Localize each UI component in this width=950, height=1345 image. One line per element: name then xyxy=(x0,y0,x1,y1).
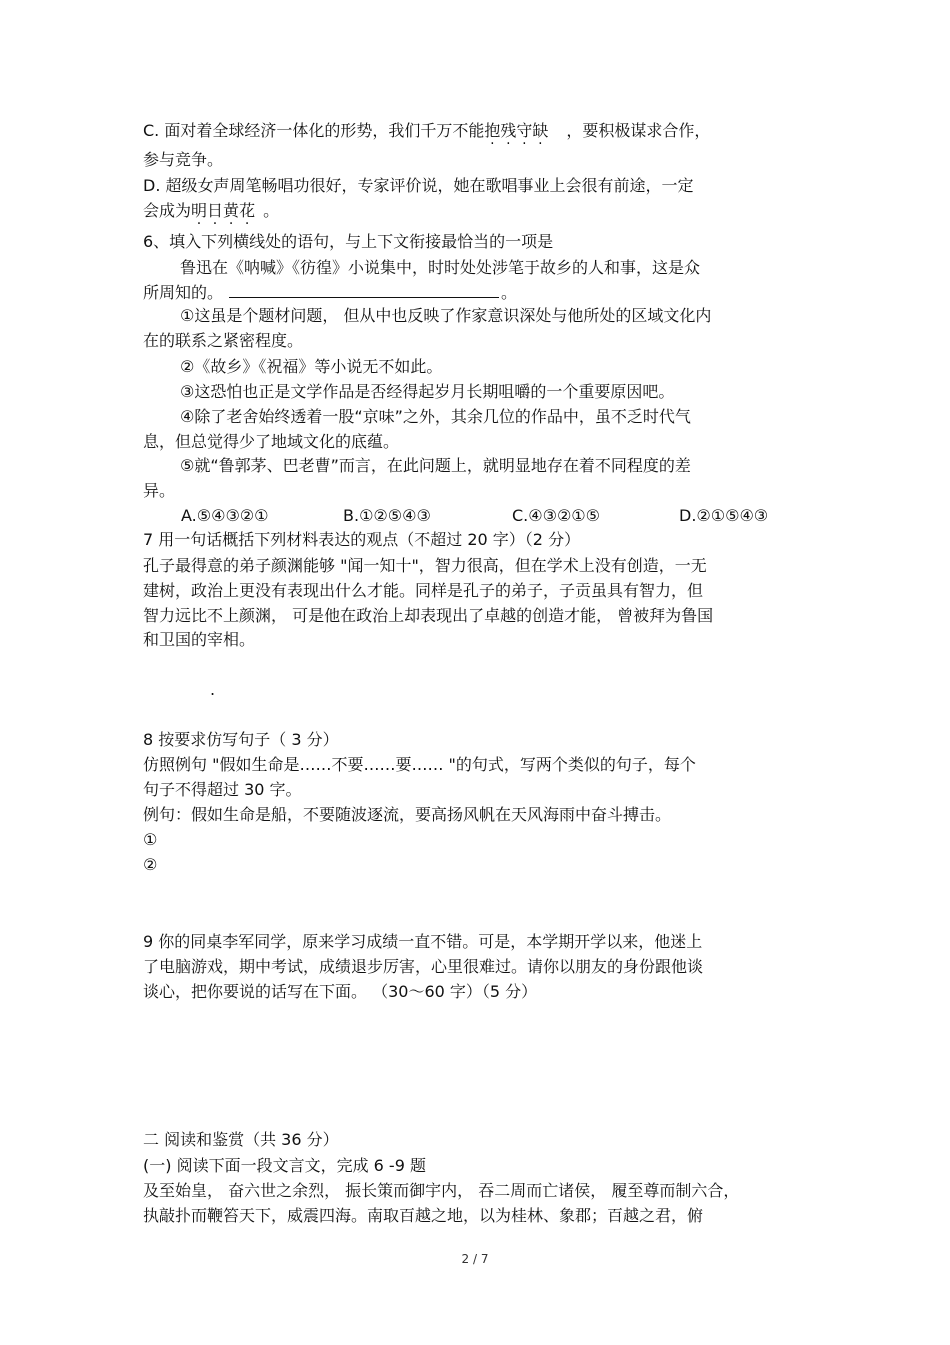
q8-line1: 仿照例句 "假如生命是……不要……要…… "的句式，写两个类似的句子，每个 xyxy=(143,755,696,774)
q7-line1: 孔子最得意的弟子颜渊能够 "闻一知十"，智力很高，但在学术上没有创造，一无 xyxy=(143,556,707,575)
q7-answer-mark: . xyxy=(210,680,216,699)
q9-line1: 9 你的同桌李军同学，原来学习成绩一直不错。可是，本学期开学以来，他迷上 xyxy=(143,932,703,951)
q6-option-c[interactable]: C.④③②①⑤ xyxy=(512,506,600,525)
section2-text-line1: 及至始皇， 奋六世之余烈， 振长策而御宇内， 吞二周而亡诸侯， 履至尊而制六合， xyxy=(143,1181,740,1200)
q7-title: 7 用一句话概括下列材料表达的观点（不超过 20 字）（2 分） xyxy=(143,530,581,549)
emphasis-char: 守 xyxy=(516,121,533,140)
q8-line2: 句子不得超过 30 字。 xyxy=(143,780,302,799)
q6-sentence-4b: 息，但总觉得少了地域文化的底蕴。 xyxy=(143,432,400,451)
option-c-line2: 参与竞争。 xyxy=(143,150,224,169)
emphasis-char: 日 xyxy=(207,201,224,220)
emphasis-char: 明 xyxy=(191,201,208,220)
q6-passage-line2: 所周知的。 。 xyxy=(143,283,518,302)
q7-line3: 智力远比不上颜渊， 可是他在政治上却表现出了卓越的创造才能， 曾被拜为鲁国 xyxy=(143,606,714,625)
emphasis-char: 缺 xyxy=(532,121,549,140)
q8-title: 8 按要求仿写句子（ 3 分） xyxy=(143,730,339,749)
q6-passage-line1: 鲁迅在《呐喊》《彷徨》小说集中，时时处处涉笔于故乡的人和事，这是众 xyxy=(180,258,701,277)
q6-option-b[interactable]: B.①②⑤④③ xyxy=(343,506,431,525)
q7-line4: 和卫国的宰相。 xyxy=(143,630,256,649)
q9-line3: 谈心，把你要说的话写在下面。 （30～60 字）（5 分） xyxy=(143,982,538,1001)
emphasis-char: 花 xyxy=(239,201,256,220)
q6-sentence-3: ③这恐怕也正是文学作品是否经得起岁月长期咀嚼的一个重要原因吧。 xyxy=(180,382,675,401)
q6-options xyxy=(0,506,950,526)
option-d-line2: 会成为明日黄花 。 xyxy=(143,201,280,220)
q8-answer-1[interactable]: ① xyxy=(143,830,158,849)
q7-line2: 建树，政治上更没有表现出什么才能。同样是孔子的弟子，子贡虽具有智力，但 xyxy=(143,581,704,600)
q6-option-d[interactable]: D.②①⑤④③ xyxy=(679,506,769,525)
q6-sentence-1b: 在的联系之紧密程度。 xyxy=(143,331,304,350)
q6-title: 6、填入下列横线处的语句，与上下文衔接最恰当的一项是 xyxy=(143,232,554,251)
q8-example: 例句：假如生命是船，不要随波逐流，要高扬风帆在天风海雨中奋斗搏击。 xyxy=(143,805,672,824)
emphasis-char: 黄 xyxy=(223,201,240,220)
q9-line2: 了电脑游戏，期中考试，成绩退步厉害，心里很难过。请你以朋友的身份跟他谈 xyxy=(143,957,704,976)
q6-option-a[interactable]: A.⑤④③②① xyxy=(181,506,269,525)
section2-subtitle: (一) 阅读下面一段文言文，完成 6 -9 题 xyxy=(143,1156,426,1175)
q6-sentence-2: ②《故乡》《祝福》等小说无不如此。 xyxy=(180,357,443,376)
emphasis-char: 抱 xyxy=(484,121,501,140)
section2-text-line2: 执敲扑而鞭笞天下，威震四海。南取百越之地，以为桂林、象郡；百越之君，俯 xyxy=(143,1206,704,1225)
option-d-line1: D. 超级女声周笔畅唱功很好，专家评价说，她在歌唱事业上会很有前途，一定 xyxy=(143,176,694,195)
section2-title: 二 阅读和鉴赏（共 36 分） xyxy=(143,1130,339,1149)
q6-sentence-1a: ①这虽是个题材问题， 但从中也反映了作家意识深处与他所处的区域文化内 xyxy=(180,306,712,325)
q8-answer-2[interactable]: ② xyxy=(143,855,158,874)
emphasis-char: 残 xyxy=(500,121,517,140)
q6-sentence-4a: ④除了老舍始终透着一股“京味”之外，其余几位的作品中，虽不乏时代气 xyxy=(180,407,691,426)
q6-sentence-5b: 异。 xyxy=(143,481,176,500)
page-number: 2 / 7 xyxy=(461,1252,489,1266)
q6-sentence-5a: ⑤就“鲁郭茅、巴老曹”而言，在此问题上，就明显地存在着不同程度的差 xyxy=(180,456,691,475)
option-c-line1: C. 面对着全球经济一体化的形势，我们千万不能抱残守缺 ，要积极谋求合作， xyxy=(143,121,711,140)
answer-blank[interactable] xyxy=(229,283,499,298)
